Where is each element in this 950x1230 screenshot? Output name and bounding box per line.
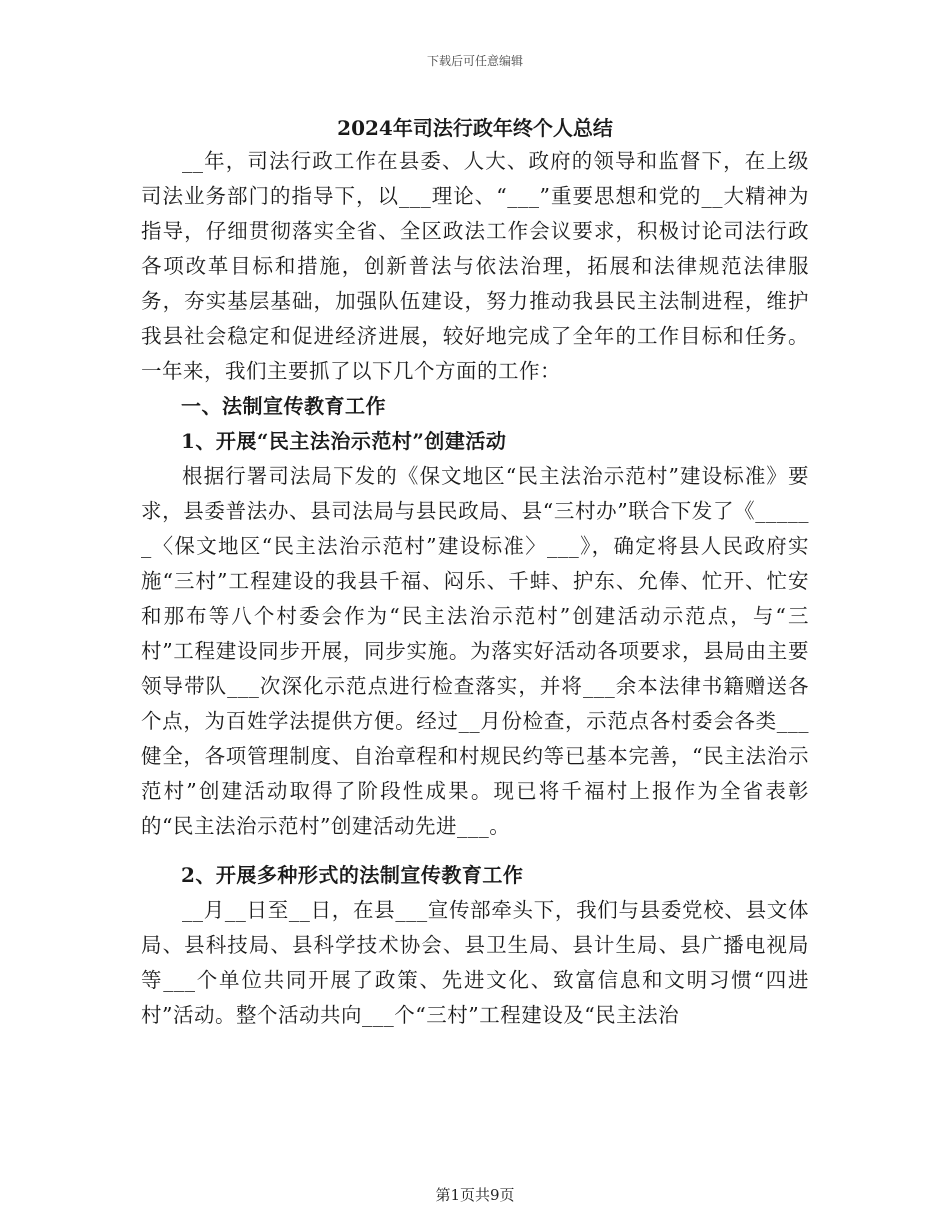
section-heading-1: 一、法制宣传教育工作 xyxy=(181,394,386,418)
paragraph-1: 根据行署司法局下发的《保文地区“民主法治示范村”建设标准》要求，县委普法办、县司法局与县民政局、县“三村办”联合下发了《______〈保文地区“民主法治示范村”建设标准〉___》，确定将县人民政府实施“三村”工程建设的我县千福、闷乐、千蚌、护东、允俸、忙开、忙安和那布等八个村委会作为“民主法治示范村”创建活动示范点，与“三村”工程建设同步开展，同步实施。为落实好活动各项要求，县局由主要领导带队___次深化示范点进行检查落实，并将___余本法律书籍赠送各个点，为百姓学法提供方便。经过__月份检查，示范点各村委会各类___健全，各项管理制度、自治章程和村规民约等已基本完善，“民主法治示范村”创建活动取得了阶段性成果。现已将千福村上报作为全省表彰的“民主法治示范村”创建活动先进___。 xyxy=(141,464,809,838)
document-title: 2024年司法行政年终个人总结 xyxy=(337,116,613,140)
spacer xyxy=(141,844,809,858)
document-body xyxy=(141,112,809,1033)
paragraph-2: __月__日至__日，在县___宣传部牵头下，我们与县委党校、县文体局、县科技局、县科学技术协会、县卫生局、县计生局、县广播电视局等___个单位共同开展了政策、先进文化、致富信息和文明习惯“四进村”活动。整个活动共向___个“三村”工程建设及“民主法治 xyxy=(141,898,809,1027)
subsection-heading-1: 1、开展“民主法治示范村”创建活动 xyxy=(181,429,507,453)
page-footer: 第1页共9页 xyxy=(435,1186,515,1204)
page-header: 下载后可任意编辑 xyxy=(426,54,523,68)
subsection-heading-2: 2、开展多种形式的法制宣传教育工作 xyxy=(181,863,524,887)
intro-paragraph: __年，司法行政工作在县委、人大、政府的领导和监督下，在上级司法业务部门的指导下，以___理论、“___”重要思想和党的__大精神为指导，仔细贯彻落实全省、全区政法工作会议要求，积极讨论司法行政各项改革目标和措施，创新普法与依法治理，拓展和法律规范法律服务，夯实基层基础，加强队伍建设，努力推动我县民主法制进程，维护我县社会稳定和促进经济进展，较好地完成了全年的工作目标和任务。一年来，我们主要抓了以下几个方面的工作： xyxy=(141,149,809,383)
